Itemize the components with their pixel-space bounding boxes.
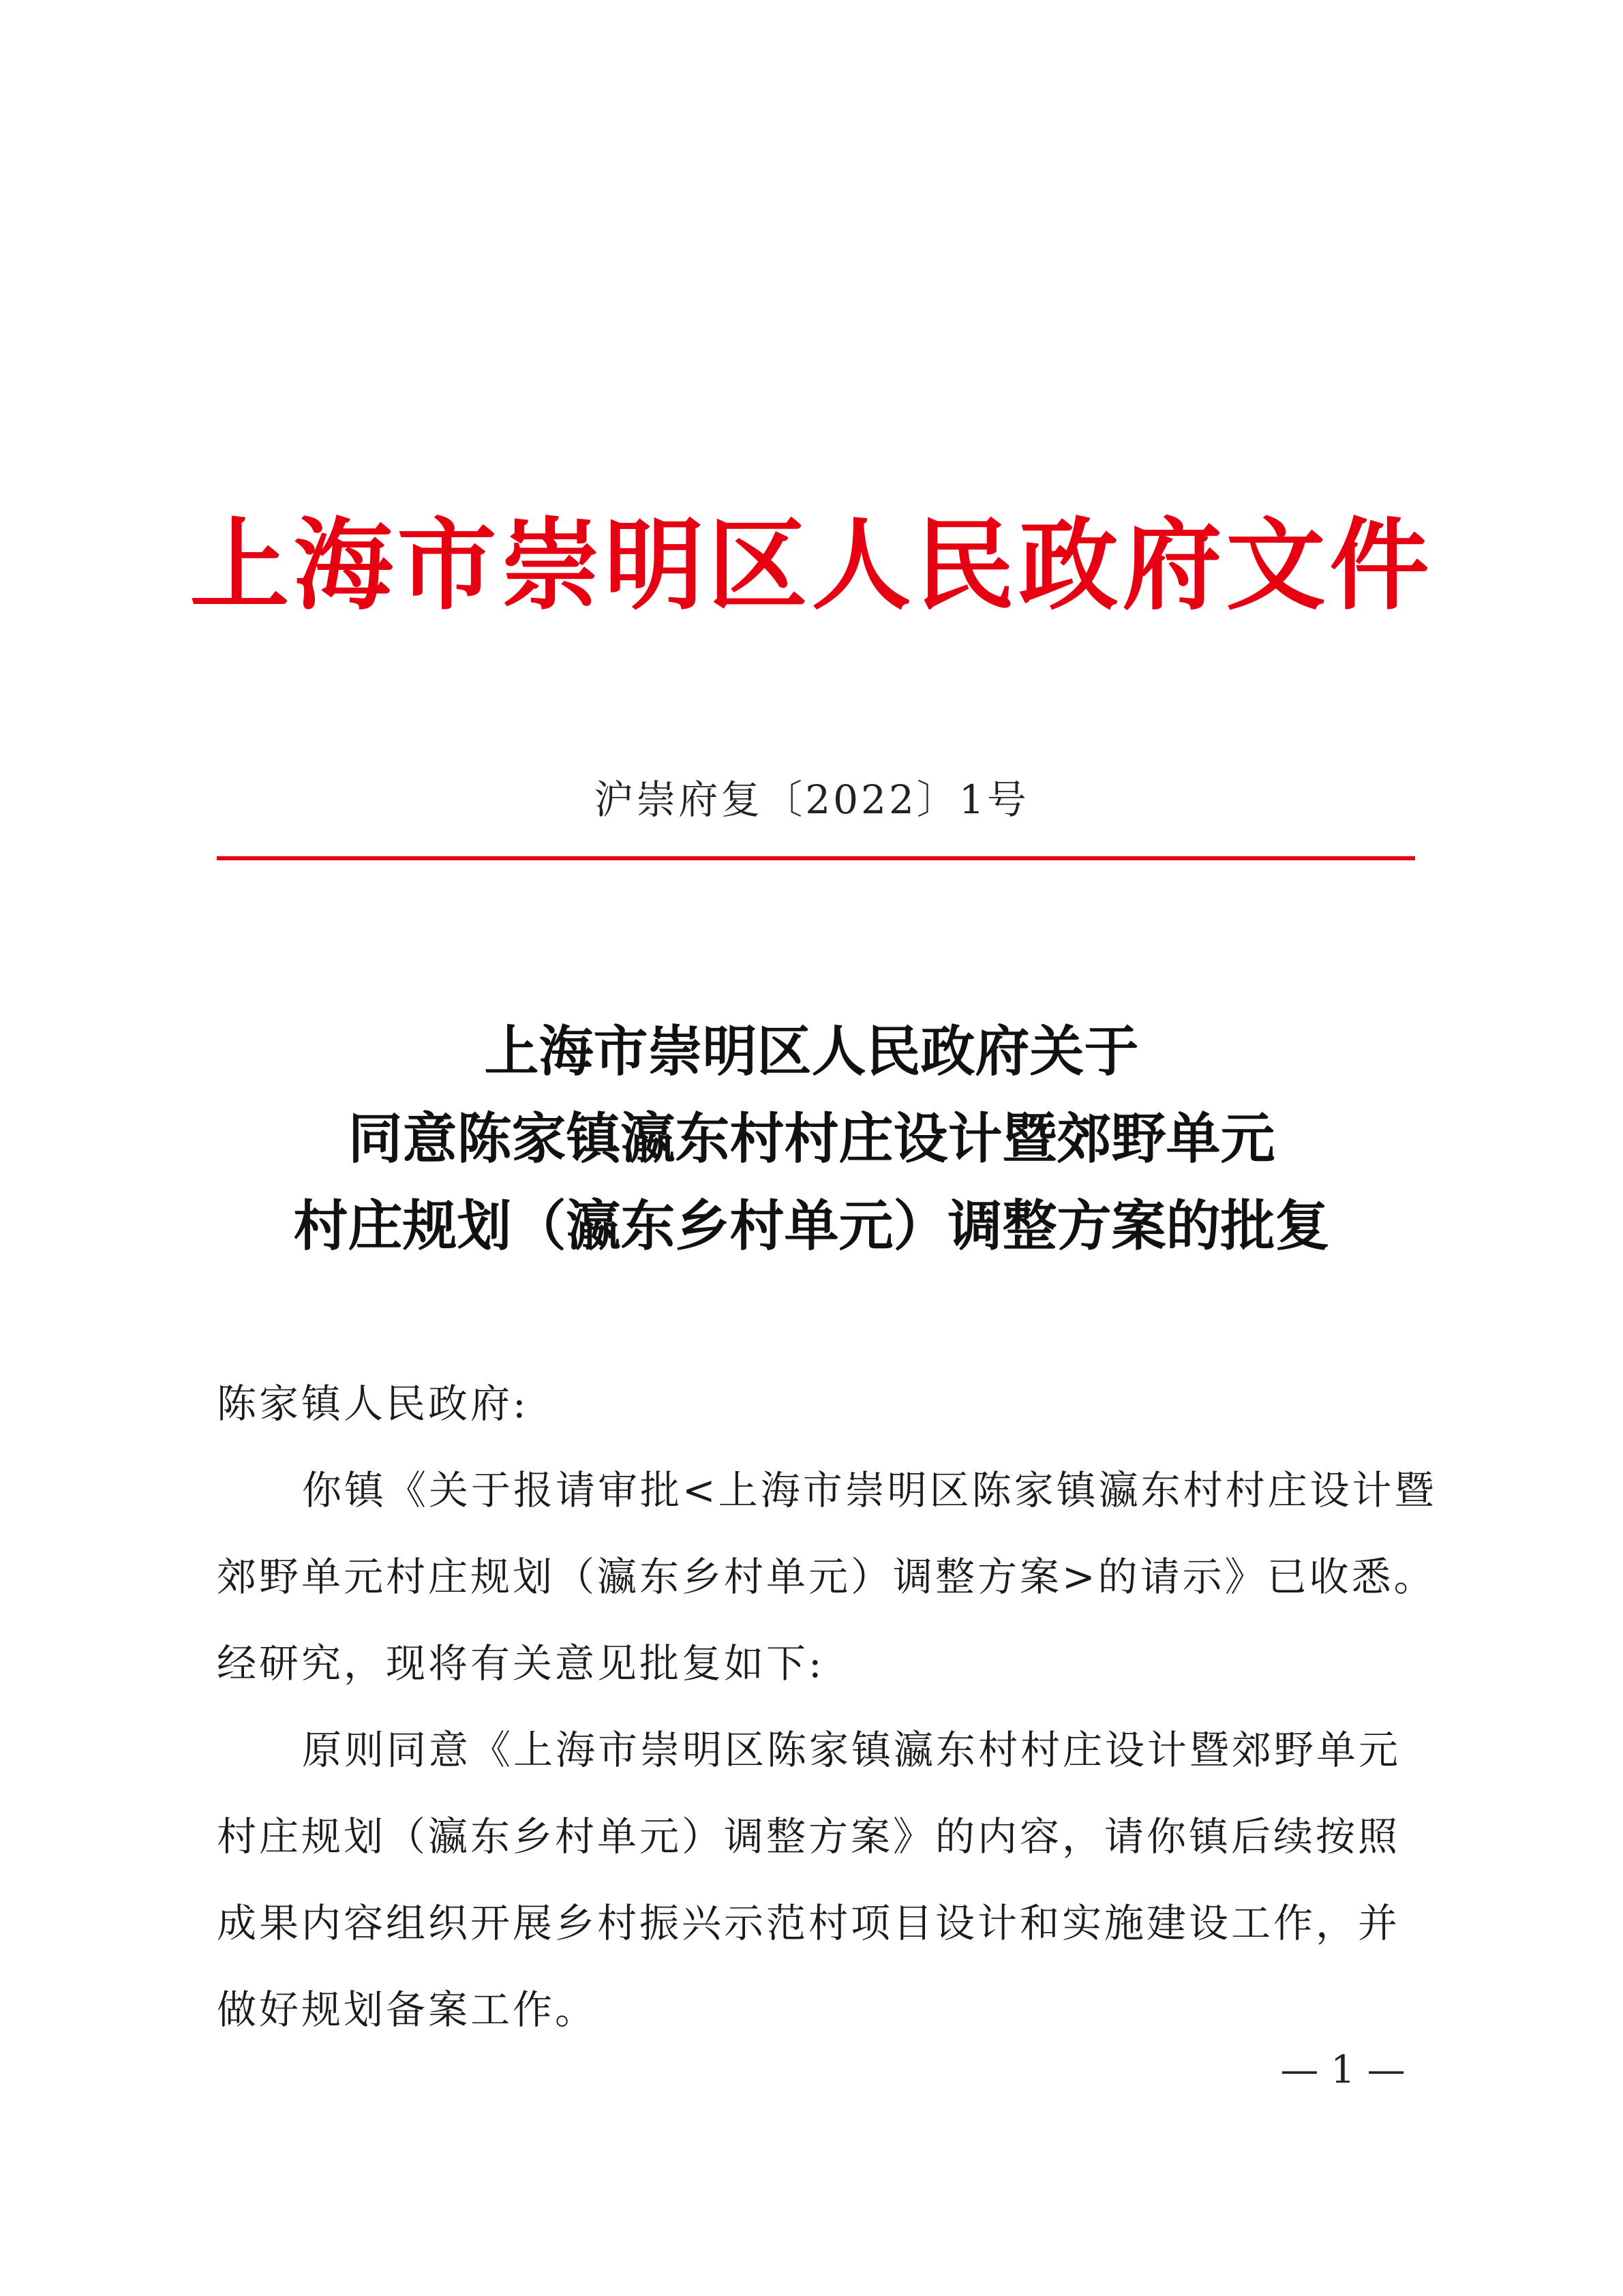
page-number: — 1 — — [1280, 2048, 1406, 2092]
paragraph-line: 经研究，现将有关意见批复如下: — [217, 1640, 825, 1687]
document-masthead: 上海市崇明区人民政府文件 — [189, 507, 1434, 624]
title-line: 上海市崇明区人民政府关于 — [484, 1019, 1139, 1083]
paragraph-line: 你镇《关于报请审批<上海市崇明区陈家镇瀛东村村庄设计暨 — [302, 1467, 1437, 1513]
document-title — [0, 1008, 1623, 1269]
red-separator-line — [217, 856, 1415, 860]
document-body — [217, 1361, 1437, 2053]
paragraph-line: 村庄规划（瀛东乡村单元）调整方案》的内容，请你镇后续按照 — [217, 1813, 1401, 1860]
paragraph-line: 成果内容组织开展乡村振兴示范村项目设计和实施建设工作，并 — [217, 1900, 1401, 1946]
title-line: 同意陈家镇瀛东村村庄设计暨郊野单元 — [348, 1106, 1275, 1170]
addressee: 陈家镇人民政府: — [217, 1380, 529, 1427]
paragraph-line: 郊野单元村庄规划（瀛东乡村单元）调整方案>的请示》已收悉。 — [217, 1554, 1436, 1600]
paragraph-line: 做好规划备案工作。 — [217, 1987, 598, 2033]
document-number: 沪崇府复〔2022〕1号 — [594, 776, 1029, 823]
title-line: 村庄规划（瀛东乡村单元）调整方案的批复 — [293, 1194, 1330, 1258]
paragraph-line: 原则同意《上海市崇明区陈家镇瀛东村村庄设计暨郊野单元 — [302, 1727, 1401, 1773]
